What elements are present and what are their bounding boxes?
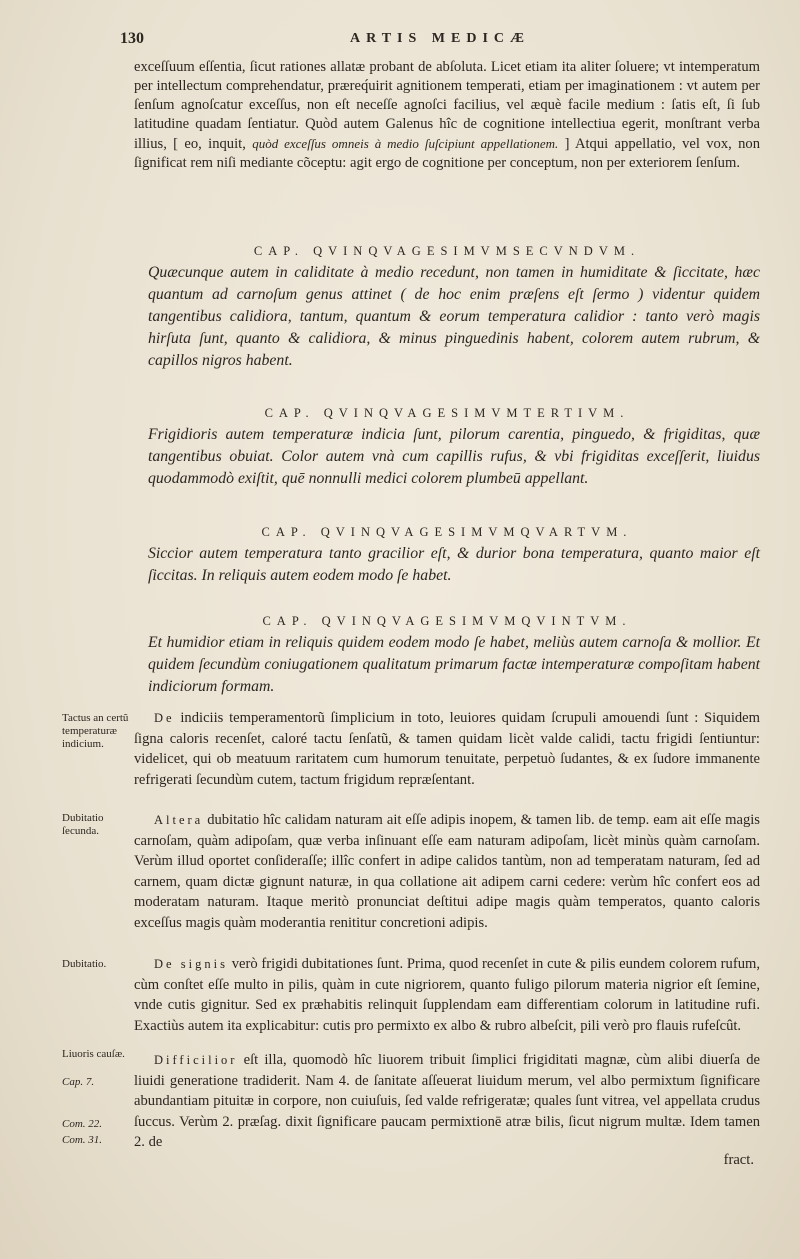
chapter-55-text: Et humidior etiam in reliquis quidem eodem modo ſe habet, meliùs autem carnoſa & mollior. Et quidem ſecundùm coniugationem qualitatum primarum factæ intemperaturæ compoſitam habent indiciorum formam. xyxy=(148,634,760,695)
opening-text-b: ] Atqui appellatio, vel vox, non ſignificat rem niſi mediante cõceptu: agit ergo de cognitione per conceptum, non per exteriorem ſenſum. xyxy=(134,136,760,171)
chapter-52-heading: CAP. QVINQVAGESIMVMSECVNDVM. xyxy=(253,244,641,258)
paragraph-1-lead: De xyxy=(154,711,175,725)
margin-note-tactus: Tactus an certũ temperaturæ indicium. xyxy=(62,712,129,750)
opening-paragraph xyxy=(134,58,760,173)
paragraph-3-lead: De signis xyxy=(154,957,228,971)
paragraph-4-text: eſt illa, quomodò hîc liuorem tribuit ſimplici frigiditati magnæ, cùm alibi diuerſa de liuidi generatione tradiderit. Nam 4. de ſanitate aſſeuerat liuidum merum, vel albo permixtum ſignificare abundantiam pituitæ in corpore, non cuiuſuis, ſed valde refrigeratæ; quales ſunt vitrea, vel appellata crudus ſuccus. Verùm 2. præſag. dixit ſignificare paucam permixtionē atræ bilis, ſicut nigrum multæ. Idem tamen 2. de xyxy=(134,1052,760,1150)
page-number: 130 xyxy=(120,30,144,47)
page-header xyxy=(120,28,760,52)
margin-note-dubitatio-secunda: Dubitatio ſecunda. xyxy=(62,812,104,837)
chapter-53-text: Frigidioris autem temperaturæ indicia ſunt, pilorum carentia, pinguedo, & frigiditas, quæ tangentibus obuiat. Color autem vnà cum capillis rufus, & vbi frigiditas exceſſerit, liuidus quodammodò exiſtit, quē nonnulli medici colorem plumbeū appellant. xyxy=(148,426,760,487)
commentary-paragraph-2 xyxy=(134,810,760,933)
commentary-paragraph-3 xyxy=(134,954,760,1036)
chapter-54-text: Siccior autem temperatura tanto gracilior eſt, & durior bona temperatura, quanto maior eſt ſiccitas. In reliquis autem eodem modo ſe habet. xyxy=(148,545,760,584)
margin-note-cap7: Cap. 7. xyxy=(62,1076,95,1088)
commentary-paragraph-1 xyxy=(134,708,760,790)
chapter-52-text: Quæcunque autem in caliditate à medio recedunt, non tamen in humiditate & ſiccitate, hæc quantum ad carnoſum genus attinet ( de hoc enim præſens eſt ſermo ) videntur quidem tangentibus calidiora, tantum, quantum & eorum temperatura calidior : tanto verò magis hirſuta ſunt, quanto & calidiora, & minus pinguedinis habent, colorem autem rubrum, & capillos nigros habent. xyxy=(148,264,760,369)
paragraph-3-text: verò frigidi dubitationes ſunt. Prima, quod recenſet in cute & pilis eundem colorem rufum, cùm conſtet eſſe multo in pilis, quàm in cute nigriorem, quanto fuligo pilorum materia nigrior eſt ſemine, vnde cutis gignitur. Sed ex præhabitis relinquit ſupplendam eam differentiam colorum in latitudine rufi. Exactiùs autem ita explicabitur: cutis pro permixto ex albo & rubro albeſcit, pili verò pro flauis rufeſcût. xyxy=(134,956,760,1034)
commentary-paragraph-4 xyxy=(134,1050,760,1153)
margin-note-dubitatio: Dubitatio. xyxy=(62,958,107,970)
paragraph-1-text: indiciis temperamentorũ ſimplicium in toto, leuiores quidam ſcrupuli amouendi ſunt : Siquidem ſigna caloris recenſet, caloré tactu ſenſatũ, & tamen quidam licèt valde calidi, tactu frigidi ſentiuntur: videlicet, qui ob meatuum raritatem cum humorum tenuitate, perpetuò ſudantes, & ex ſudore immanente refrigerati ſecundùm cutem, tactum frigidum repræſentant. xyxy=(134,710,760,788)
margin-note-com22: Com. 22. xyxy=(62,1118,103,1130)
opening-text-a: exceſſuum eſſentia, ſicut rationes allatæ probant de abſoluta. Licet etiam ita aliter ſoluere; vt intemperatum per intellectum comprehendatur, præreq́uirit agnitionem temperati, etiam per imaginationem : vt autem per ſenſum agnoſcatur exceſſus, non eſt neceſſe agnoſci facilius, vel æquè facile medium : ſatis eſt, ſi ſub latitudine quadam ſentiatur. Quòd autem Galenus hîc de cognitione intellectiua egerit, monſtrant verba illius, [ eo, inquit, xyxy=(134,59,760,152)
margin-note-liuoris: Liuoris cauſæ. xyxy=(62,1048,125,1060)
paragraph-2-lead: Altera xyxy=(154,813,204,827)
chapter-54-heading: CAP. QVINQVAGESIMVMQVARTVM. xyxy=(261,525,633,539)
catchword: fract. xyxy=(723,1152,754,1168)
galen-quote: quòd exceſſus omneis à medio ſuſcipiunt appellationem. xyxy=(252,136,559,151)
paragraph-2-text: dubitatio hîc calidam naturam ait eſſe adipis inopem, & tamen lib. de temp. eam ait eſſe magis carnoſam, quàm adipoſam, quæ verba inſinuant eſſe eam naturam adipoſam, licèt minùs quàm carnoſam. Verùm illud oportet conſideraſſe; illîc confert in adipe calidos tantùm, non ad temperatam naturam, ſed ad carnem, quam dictæ gignunt naturæ, in qua collatione ait adipem carni cedere: verùm hîc confert eos ad moderatam naturam. Itaque meritò pronunciat deſtitui adipe magis quàm temperatos, quanto caloris exceſſus magis quàm moderantia renititur concretioni adipis. xyxy=(134,812,760,931)
margin-note-com31: Com. 31. xyxy=(62,1134,103,1146)
running-head: ARTIS MEDICÆ xyxy=(349,31,531,46)
paragraph-4-lead: Difficilior xyxy=(154,1053,238,1067)
chapter-53-heading: CAP. QVINQVAGESIMVMTERTIVM. xyxy=(264,406,630,420)
chapter-55-heading: CAP. QVINQVAGESIMVMQVINTVM. xyxy=(262,614,632,628)
